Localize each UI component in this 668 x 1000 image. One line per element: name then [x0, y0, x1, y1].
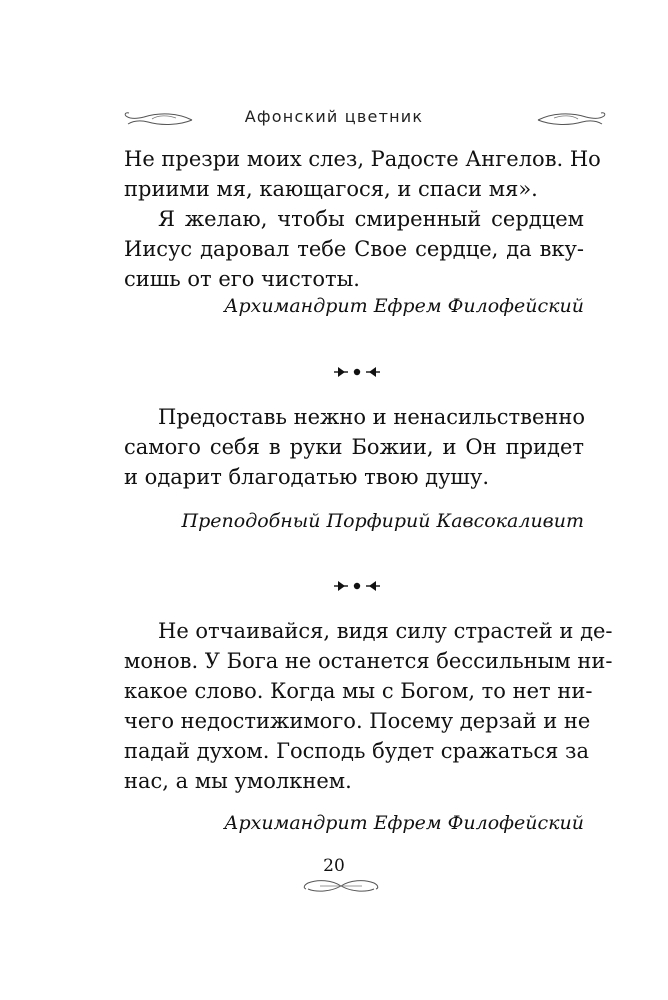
- page-number: 20: [323, 856, 345, 876]
- quote-text-2: [124, 402, 584, 492]
- text-line: Предоставь нежно и ненасильственно: [158, 405, 586, 429]
- text-line: чего недостижимого. Посему дерзай и не: [124, 709, 591, 733]
- quote-author-3: Архимандрит Ефрем Филофейский: [224, 812, 584, 834]
- text-line: сишь от его чистоты.: [124, 267, 360, 291]
- text-line: самого себя в руки Божии, и Он придет: [124, 435, 584, 459]
- text-line: нас, а мы умолкнем.: [124, 769, 352, 793]
- paragraph: [124, 402, 584, 492]
- ornament-divider-icon: [334, 579, 380, 593]
- quote-author-1: Архимандрит Ефрем Филофейский: [224, 295, 584, 317]
- text-line: монов. У Бога не останется бессильным ни-: [124, 649, 613, 673]
- page-header-title: Афонский цветник: [244, 107, 424, 126]
- text-line: какое слово. Когда мы с Богом, то нет ни-: [124, 679, 593, 703]
- text-line: Я желаю, чтобы смиренный сердцем: [158, 207, 584, 231]
- text-line: падай духом. Господь будет сражаться за: [124, 739, 590, 763]
- paragraph: [124, 204, 584, 294]
- paragraph: [124, 616, 613, 796]
- text-line: Не презри моих слез, Радосте Ангелов. Но: [124, 147, 601, 171]
- paragraph: [124, 144, 601, 204]
- right-flourish-icon: [536, 109, 608, 129]
- quote-text-3: [124, 616, 613, 796]
- text-line: Не отчаивайся, видя силу страстей и де-: [158, 619, 613, 643]
- text-line: приими мя, кающагося, и спаси мя».: [124, 177, 538, 201]
- quote-text-1: [124, 144, 601, 294]
- running-header: [0, 103, 668, 133]
- text-line: и одарит благодатью твою душу.: [124, 465, 489, 489]
- text-line: Иисус даровал тебе Свое сердце, да вку-: [124, 237, 584, 261]
- footer-flourish-icon: [300, 877, 382, 895]
- quote-author-2: Преподобный Порфирий Кавсокаливит: [181, 510, 584, 532]
- ornament-divider-icon: [334, 365, 380, 379]
